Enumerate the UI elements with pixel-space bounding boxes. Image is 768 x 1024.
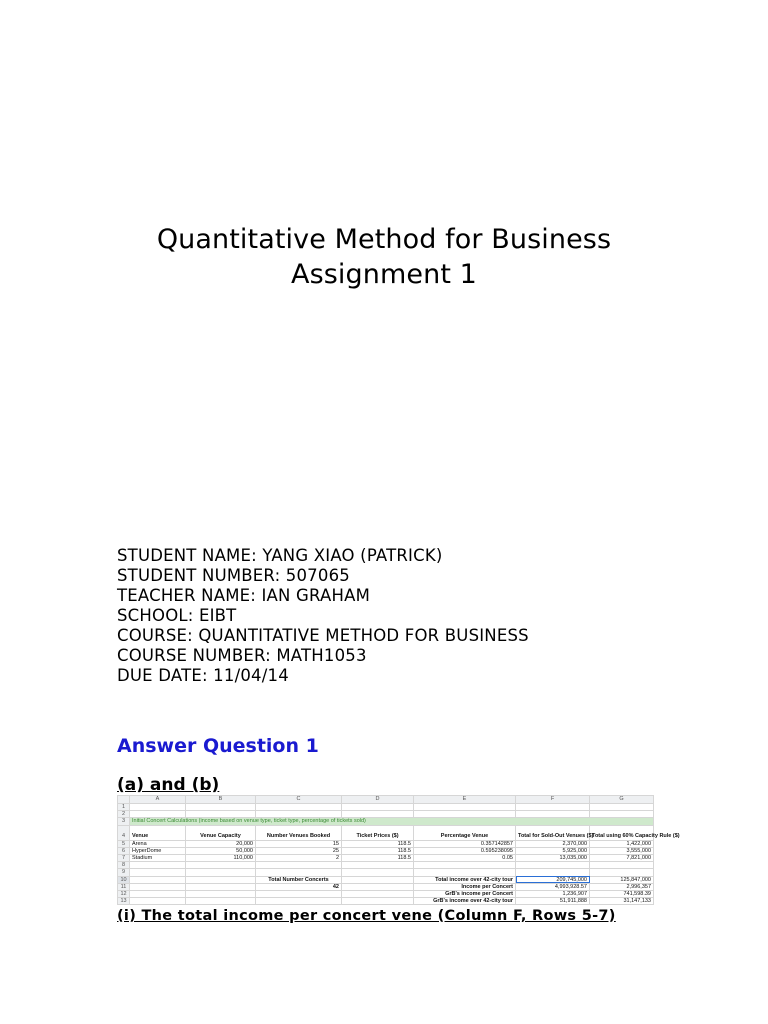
table-cell [590, 811, 654, 818]
student-info [117, 546, 529, 686]
table-cell: Total using 60% Capacity Rule ($) [590, 825, 654, 840]
table-row [118, 891, 654, 898]
table-cell [186, 876, 256, 883]
teacher-name: TEACHER NAME: IAN GRAHAM [117, 586, 371, 605]
table-cell [256, 804, 342, 811]
table-row [118, 883, 654, 890]
row-number: 8 [118, 862, 130, 869]
row-number: 3 [118, 818, 130, 825]
table-cell: 2 [256, 855, 342, 862]
table-cell: 4,993,928.57 [516, 883, 590, 890]
table-cell [414, 869, 516, 876]
row-number: 7 [118, 855, 130, 862]
table-cell: Number Venues Booked [256, 825, 342, 840]
table-cell [414, 811, 516, 818]
table-cell: 0.357142857 [414, 840, 516, 847]
title-line-2: Assignment 1 [291, 259, 477, 290]
table-cell [186, 869, 256, 876]
table-cell [130, 811, 186, 818]
table-cell: 20,000 [186, 840, 256, 847]
column-header [118, 796, 130, 804]
spreadsheet-screenshot [117, 795, 680, 909]
table-cell: 42 [256, 883, 342, 890]
table-cell: Total Number Concerts [256, 876, 342, 883]
table-cell [186, 804, 256, 811]
table-cell: 51,911,888 [516, 898, 590, 905]
figure-caption: (i) The total income per concert vene (Column F, Rows 5-7) [117, 908, 616, 924]
table-cell [342, 811, 414, 818]
row-number: 11 [118, 883, 130, 890]
row-number: 6 [118, 847, 130, 854]
column-header: C [256, 796, 342, 804]
table-cell: Ticket Prices ($) [342, 825, 414, 840]
table-cell [256, 898, 342, 905]
table-cell [342, 862, 414, 869]
row-number: 1 [118, 804, 130, 811]
table-cell [186, 883, 256, 890]
table-row [118, 811, 654, 818]
table-cell: HyperDome [130, 847, 186, 854]
table-cell [130, 862, 186, 869]
table-cell [130, 891, 186, 898]
table-cell: 2,996,357 [590, 883, 654, 890]
table-cell: 31,147,133 [590, 898, 654, 905]
sub-heading: (a) and (b) [117, 775, 220, 795]
table-cell [186, 898, 256, 905]
column-header: A [130, 796, 186, 804]
row-number: 13 [118, 898, 130, 905]
table-row [118, 804, 654, 811]
table-cell [590, 869, 654, 876]
table-cell [342, 883, 414, 890]
table-cell [516, 862, 590, 869]
table-cell [130, 898, 186, 905]
table-cell [342, 891, 414, 898]
table-cell: 118.5 [342, 840, 414, 847]
title-line-1: Quantitative Method for Business [156, 224, 612, 255]
table-cell: 7,821,000 [590, 855, 654, 862]
table-cell [342, 876, 414, 883]
row-number: 5 [118, 840, 130, 847]
table-cell [342, 804, 414, 811]
table-row [118, 825, 654, 840]
table-cell: 0.595238095 [414, 847, 516, 854]
table-cell: GrB's income per Concert [414, 891, 516, 898]
table-cell [256, 862, 342, 869]
row-number: 12 [118, 891, 130, 898]
table-cell: 118.5 [342, 855, 414, 862]
table-cell [130, 804, 186, 811]
table-cell: 25 [256, 847, 342, 854]
table-cell: Venue [130, 825, 186, 840]
table-cell: 118.5 [342, 847, 414, 854]
table-cell [414, 862, 516, 869]
table-cell: 741,598.39 [590, 891, 654, 898]
table-cell: 50,000 [186, 847, 256, 854]
table-cell: 125,847,000 [590, 876, 654, 883]
table-cell: Venue Capacity [186, 825, 256, 840]
table-cell: 3,555,000 [590, 847, 654, 854]
table-cell [130, 876, 186, 883]
table-row [118, 876, 654, 883]
table-cell: Arena [130, 840, 186, 847]
column-header: G [590, 796, 654, 804]
table-cell [414, 804, 516, 811]
column-header: F [516, 796, 590, 804]
table-cell [186, 862, 256, 869]
table-cell [130, 869, 186, 876]
table-cell [516, 804, 590, 811]
table-cell: Total income over 42-city tour [414, 876, 516, 883]
row-number: 2 [118, 811, 130, 818]
table-cell [256, 869, 342, 876]
row-number: 9 [118, 869, 130, 876]
table-cell [342, 869, 414, 876]
column-header-row [118, 796, 654, 804]
table-cell [256, 891, 342, 898]
table-cell [130, 883, 186, 890]
table-row [118, 818, 654, 825]
table-row [118, 869, 654, 876]
spreadsheet-table [117, 795, 680, 905]
table-cell [186, 811, 256, 818]
row-number: 4 [118, 825, 130, 840]
table-row [118, 847, 654, 854]
table-row [118, 855, 654, 862]
table-cell: Percentage Venue [414, 825, 516, 840]
column-header: B [186, 796, 256, 804]
document-title [0, 222, 768, 292]
table-cell [516, 869, 590, 876]
table-cell: Initial Concert Calculations (income based on venue type, ticket type, percentage of tickets sold) [130, 818, 654, 825]
table-row [118, 862, 654, 869]
answer-heading: Answer Question 1 [117, 735, 319, 757]
table-cell: 1,236,907 [516, 891, 590, 898]
table-cell [590, 804, 654, 811]
table-cell: Income per Concert [414, 883, 516, 890]
table-cell [516, 811, 590, 818]
row-number: 10 [118, 876, 130, 883]
table-cell [256, 811, 342, 818]
column-header: D [342, 796, 414, 804]
table-cell: 209,745,000 [516, 876, 590, 883]
table-row [118, 840, 654, 847]
table-cell: 0.05 [414, 855, 516, 862]
table-cell [342, 898, 414, 905]
table-cell: 15 [256, 840, 342, 847]
table-cell: Total for Sold-Out Venues ($) [516, 825, 590, 840]
table-cell: 2,370,000 [516, 840, 590, 847]
student-number: STUDENT NUMBER: 507065 [117, 566, 350, 585]
student-name: STUDENT NAME: YANG XIAO (PATRICK) [117, 546, 443, 565]
table-cell: 1,422,000 [590, 840, 654, 847]
school: SCHOOL: EIBT [117, 606, 237, 625]
table-cell: Stadium [130, 855, 186, 862]
table-cell: 5,925,000 [516, 847, 590, 854]
table-row [118, 898, 654, 905]
course: COURSE: QUANTITATIVE METHOD FOR BUSINESS [117, 626, 529, 645]
table-cell [186, 891, 256, 898]
table-cell: 13,035,000 [516, 855, 590, 862]
course-number: COURSE NUMBER: MATH1053 [117, 646, 367, 665]
table-cell: 110,000 [186, 855, 256, 862]
table-cell: GrB's income over 42-city tour [414, 898, 516, 905]
table-cell [590, 862, 654, 869]
due-date: DUE DATE: 11/04/14 [117, 666, 289, 685]
column-header: E [414, 796, 516, 804]
